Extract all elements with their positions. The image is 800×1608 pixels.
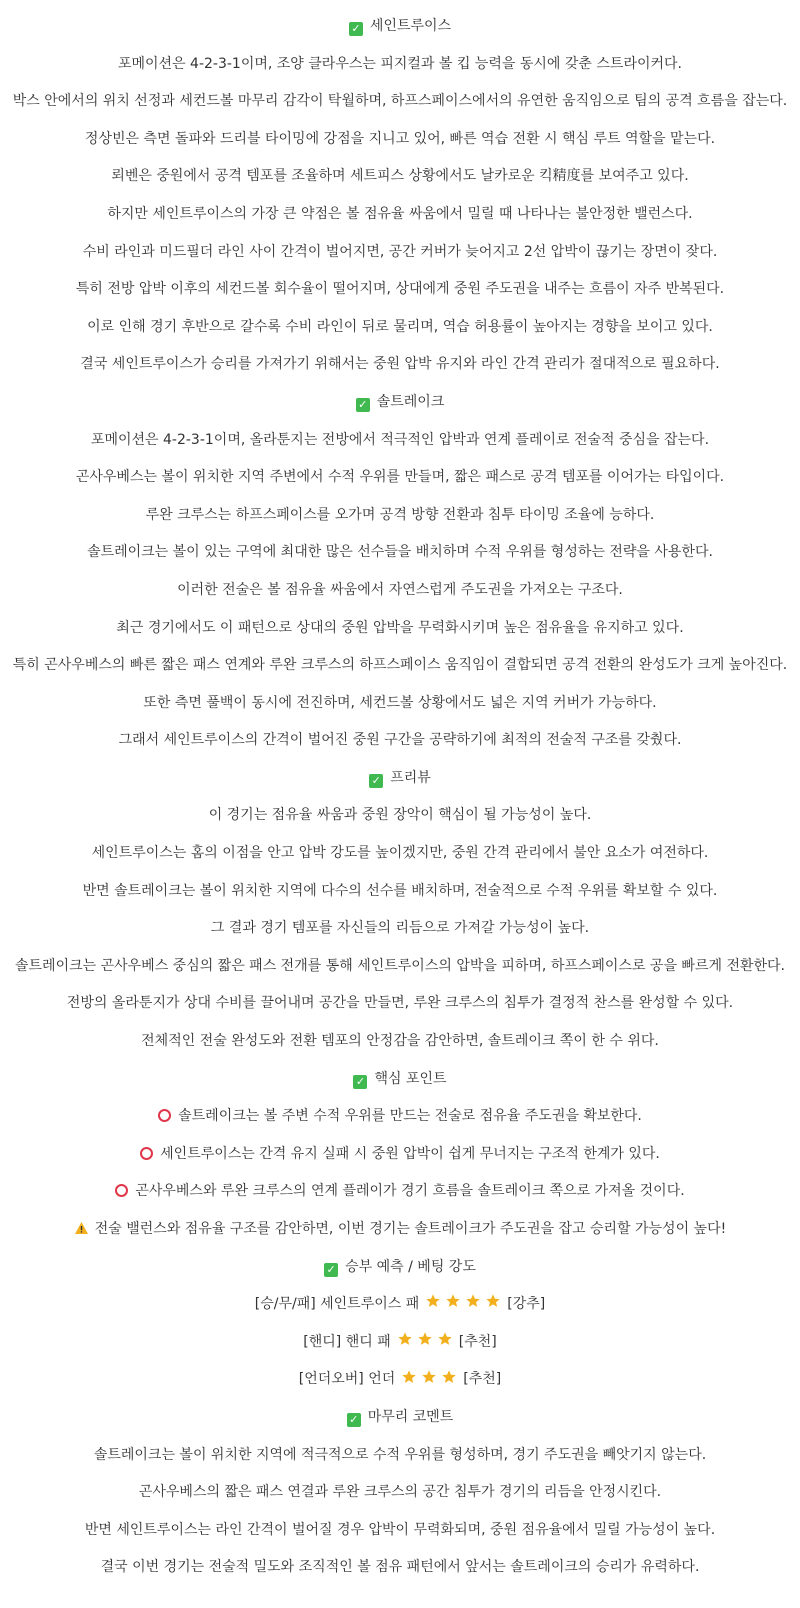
- check-mark-icon: ✓: [349, 22, 363, 36]
- section-heading-saint-louis: ✓ 세인트루이스: [0, 8, 800, 46]
- paragraph-line: 포메이션은 4-2-3-1이며, 조양 클라우스는 피지컬과 볼 킵 능력을 동시에 갖춘 스트라이커다.: [117, 55, 682, 72]
- star-icon: [441, 1363, 457, 1399]
- paragraph-line: 솔트레이크는 곤사우베스 중심의 짧은 패스 전개를 통해 세인트루이스의 압박을 피하며, 하프스페이스로 공을 빠르게 전환한다.: [15, 957, 785, 974]
- star-icon: [417, 1325, 433, 1361]
- paragraph-line: 루완 크루스는 하프스페이스를 오가며 공격 방향 전환과 침투 타이밍 조율에 능하다.: [145, 506, 655, 523]
- paragraph-line: 박스 안에서의 위치 선정과 세컨드볼 마무리 감각이 탁월하며, 하프스페이스에서의 유연한 움직임으로 팀의 공격 흐름을 잡는다.: [12, 93, 788, 110]
- red-circle-icon: [158, 1109, 171, 1122]
- warning-icon: [74, 1213, 89, 1249]
- paragraph-line: 결국 이번 경기는 전술적 밀도와 조직적인 볼 점유 패턴에서 앞서는 솔트레이크의 승리가 유력하다.: [100, 1559, 700, 1576]
- key-point: 곤사우베스와 루완 크루스의 연계 플레이가 경기 흐름을 솔트레이크 쪽으로 가져올 것이다.: [0, 1173, 800, 1211]
- paragraph-line: 또한 측면 풀백이 동시에 전진하며, 세컨드볼 상황에서도 넓은 지역 커버가 가능하다.: [143, 694, 657, 711]
- paragraph-line: 반면 세인트루이스는 라인 간격이 벌어질 경우 압박이 무력화되며, 중원 점유율에서 밀릴 가능성이 높다.: [84, 1521, 716, 1538]
- section-heading-preview: ✓ 프리뷰: [0, 760, 800, 798]
- paragraph-line: 전체적인 전술 완성도와 전환 템포의 안정감을 감안하면, 솔트레이크 쪽이 한 수 위다.: [141, 1033, 659, 1050]
- key-point: 솔트레이크는 볼 주변 수적 우위를 만드는 전술로 점유율 주도권을 확보한다.: [0, 1098, 800, 1136]
- paragraph-line: 결국 세인트루이스가 승리를 가져가기 위해서는 중원 압박 유지와 라인 간격 관리가 절대적으로 필요하다.: [80, 356, 720, 373]
- section-heading-betting: ✓ 승부 예측 / 베팅 강도: [0, 1249, 800, 1287]
- star-icon: [425, 1287, 441, 1323]
- paragraph-line: 수비 라인과 미드필더 라인 사이 간격이 벌어지면, 공간 커버가 늦어지고 2선 압박이 끊기는 장면이 잦다.: [82, 243, 718, 260]
- star-icon: [397, 1325, 413, 1361]
- paragraph-line: 그 결과 경기 템포를 자신들의 리듬으로 가져갈 가능성이 높다.: [210, 920, 590, 937]
- paragraph-line: 이 경기는 점유율 싸움과 중원 장악이 핵심이 될 가능성이 높다.: [208, 807, 592, 824]
- paragraph-line: 반면 솔트레이크는 볼이 위치한 지역에 다수의 선수를 배치하며, 전술적으로 수적 우위를 확보할 수 있다.: [82, 882, 718, 899]
- star-rating: [395, 1325, 455, 1361]
- key-point: 세인트루이스는 간격 유지 실패 시 중원 압박이 쉽게 무너지는 구조적 한계가 있다.: [0, 1136, 800, 1174]
- paragraph-line: 세인트루이스는 홈의 이점을 안고 압박 강도를 높이겠지만, 중원 간격 관리에서 불안 요소가 여전하다.: [91, 845, 709, 862]
- red-circle-icon: [140, 1147, 153, 1160]
- paragraph-line: 최근 경기에서도 이 패턴으로 상대의 중원 압박을 무력화시키며 높은 점유율을 유지하고 있다.: [116, 619, 684, 636]
- star-icon: [437, 1325, 453, 1361]
- paragraph-line: 하지만 세인트루이스의 가장 큰 약점은 볼 점유율 싸움에서 밀릴 때 나타나는 불안정한 밸런스다.: [107, 205, 693, 222]
- paragraph-line: 특히 전방 압박 이후의 세컨드볼 회수율이 떨어지며, 상대에게 중원 주도권을 내주는 흐름이 자주 반복된다.: [75, 281, 725, 298]
- section-heading-salt-lake: ✓ 솔트레이크: [0, 384, 800, 422]
- paragraph-line: 이러한 전술은 볼 점유율 싸움에서 자연스럽게 주도권을 가져오는 구조다.: [177, 581, 623, 598]
- warning-line: 전술 밸런스와 점유율 구조를 감안하면, 이번 경기는 솔트레이크가 주도권을 잡고 승리할 가능성이 높다!: [0, 1211, 800, 1249]
- red-circle-icon: [115, 1184, 128, 1197]
- star-icon: [421, 1363, 437, 1399]
- star-icon: [485, 1287, 501, 1323]
- check-mark-icon: ✓: [356, 398, 370, 412]
- section-heading-closing: ✓ 마무리 코멘트: [0, 1399, 800, 1437]
- star-icon: [445, 1287, 461, 1323]
- check-mark-icon: ✓: [347, 1413, 361, 1427]
- check-mark-icon: ✓: [369, 774, 383, 788]
- star-icon: [401, 1363, 417, 1399]
- paragraph-line: 포메이션은 4-2-3-1이며, 올라툰지는 전방에서 적극적인 압박과 연계 플레이로 전술적 중심을 잡는다.: [90, 431, 710, 448]
- star-rating: [399, 1363, 459, 1399]
- bet-pick: [핸디] 핸디 패 [추천]: [0, 1324, 800, 1362]
- star-icon: [465, 1287, 481, 1323]
- paragraph-line: 전방의 올라툰지가 상대 수비를 끌어내며 공간을 만들면, 루완 크루스의 침투가 결정적 찬스를 완성할 수 있다.: [66, 995, 734, 1012]
- star-rating: [423, 1287, 503, 1323]
- bet-pick: [언더오버] 언더 [추천]: [0, 1361, 800, 1399]
- paragraph-line: 이로 인해 경기 후반으로 갈수록 수비 라인이 뒤로 물리며, 역습 허용률이 높아지는 경향을 보이고 있다.: [87, 318, 713, 335]
- check-mark-icon: ✓: [324, 1263, 338, 1277]
- paragraph-line: 솔트레이크는 볼이 위치한 지역에 적극적으로 수적 우위를 형성하며, 경기 주도권을 빼앗기지 않는다.: [93, 1446, 707, 1463]
- paragraph-line: 곤사우베스의 짧은 패스 연결과 루완 크루스의 공간 침투가 경기의 리듬을 안정시킨다.: [138, 1484, 662, 1501]
- bet-pick: [승/무/패] 세인트루이스 패 [강추]: [0, 1286, 800, 1324]
- check-mark-icon: ✓: [353, 1075, 367, 1089]
- paragraph-line: 그래서 세인트루이스의 간격이 벌어진 중원 구간을 공략하기에 최적의 전술적 구조를 갖췄다.: [118, 732, 682, 749]
- paragraph-line: 정상빈은 측면 돌파와 드리블 타이밍에 강점을 지니고 있어, 빠른 역습 전환 시 핵심 루트 역할을 맡는다.: [84, 130, 716, 147]
- paragraph-line: 뢰벤은 중원에서 공격 템포를 조율하며 세트피스 상황에서도 날카로운 킥精度를 보여주고 있다.: [111, 168, 689, 185]
- paragraph-line: 솔트레이크는 볼이 있는 구역에 최대한 많은 선수들을 배치하며 수적 우위를 형성하는 전략을 사용한다.: [87, 544, 713, 561]
- paragraph-line: 특히 곤사우베스의 빠른 짧은 패스 연계와 루완 크루스의 하프스페이스 움직임이 결합되면 공격 전환의 완성도가 크게 높아진다.: [12, 657, 788, 674]
- paragraph-line: 곤사우베스는 볼이 위치한 지역 주변에서 수적 우위를 만들며, 짧은 패스로 공격 템포를 이어가는 타입이다.: [75, 469, 725, 486]
- section-heading-key-points: ✓ 핵심 포인트: [0, 1061, 800, 1099]
